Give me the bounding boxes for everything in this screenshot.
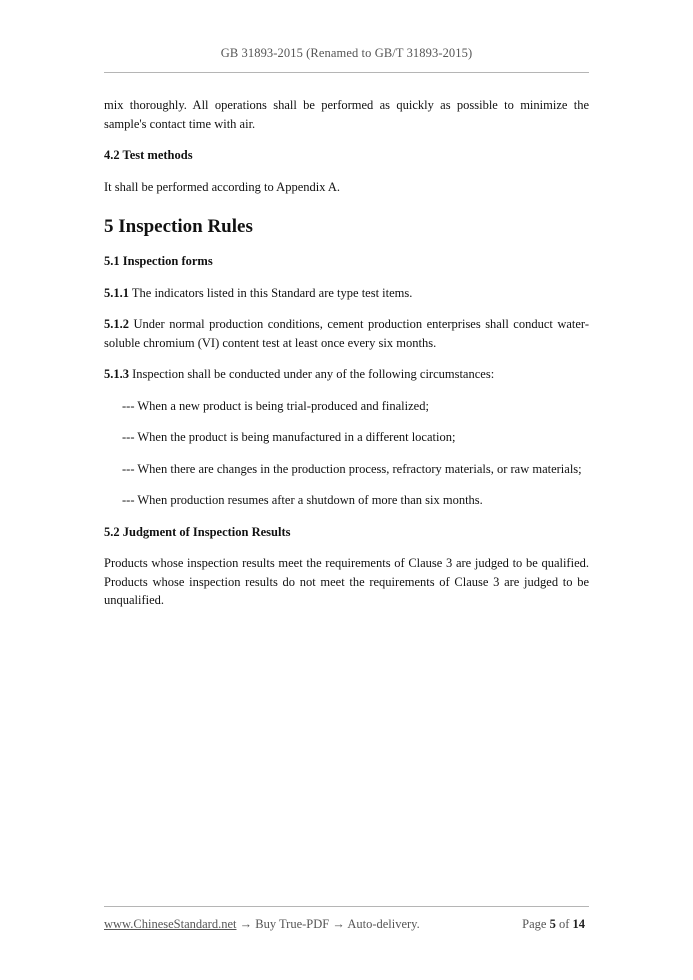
clause-number: 5.1.3 xyxy=(104,367,129,381)
current-page: 5 xyxy=(549,917,556,931)
header-divider xyxy=(104,72,589,73)
clause-text: Inspection shall be conducted under any of the following circumstances: xyxy=(129,367,495,381)
section-5-1-heading: 5.1 Inspection forms xyxy=(104,254,213,268)
page-number xyxy=(522,917,585,932)
total-pages: 14 xyxy=(572,917,585,931)
section-4-2-text: It shall be performed according to Appendix A. xyxy=(104,179,341,194)
list-item: --- When a new product is being trial-produced and finalized; xyxy=(122,398,429,413)
website-link[interactable]: www.ChineseStandard.net xyxy=(104,917,237,931)
page-content xyxy=(104,96,589,610)
clause-5-1-1 xyxy=(104,284,589,303)
clause-5-1-2 xyxy=(104,315,589,352)
section-5-2-text: Products whose inspection results meet the requirements of Clause 3 are judged to be qualified. Products whose inspection results do not meet the requirements of Clause 3 are judged to be unqualified. xyxy=(104,556,589,607)
list-item: --- When the product is being manufactured in a different location; xyxy=(122,430,456,444)
footer-promo xyxy=(104,917,420,932)
page-word: Page xyxy=(522,917,547,931)
clause-5-1-3 xyxy=(104,365,589,384)
footer-divider xyxy=(104,906,589,907)
clause-text: Under normal production conditions, cement production enterprises shall conduct water-soluble chromium (VI) content test at least once every six months. xyxy=(104,317,589,350)
section-5-2-heading: 5.2 Judgment of Inspection Results xyxy=(104,524,291,539)
section-4-2-heading: 4.2 Test methods xyxy=(104,148,193,162)
list-item: --- When there are changes in the production process, refractory materials, or raw materials; xyxy=(122,461,582,476)
intro-paragraph: mix thoroughly. All operations shall be performed as quickly as possible to minimize the sample's contact time with air. xyxy=(104,98,589,131)
buy-text: Buy True-PDF xyxy=(255,917,330,931)
clause-number: 5.1.2 xyxy=(104,317,129,331)
list-item: --- When production resumes after a shutdown of more than six months. xyxy=(122,493,483,507)
auto-delivery-text: Auto-delivery. xyxy=(347,917,420,931)
of-word: of xyxy=(558,917,570,931)
clause-text: The indicators listed in this Standard are type test items. xyxy=(129,285,413,300)
clause-number: 5.1.1 xyxy=(104,285,129,300)
arrow-icon: → xyxy=(332,917,345,931)
section-5-heading: 5 Inspection Rules xyxy=(104,216,253,237)
page-header: GB 31893-2015 (Renamed to GB/T 31893-2015) xyxy=(220,46,473,60)
arrow-icon: → xyxy=(239,917,253,931)
